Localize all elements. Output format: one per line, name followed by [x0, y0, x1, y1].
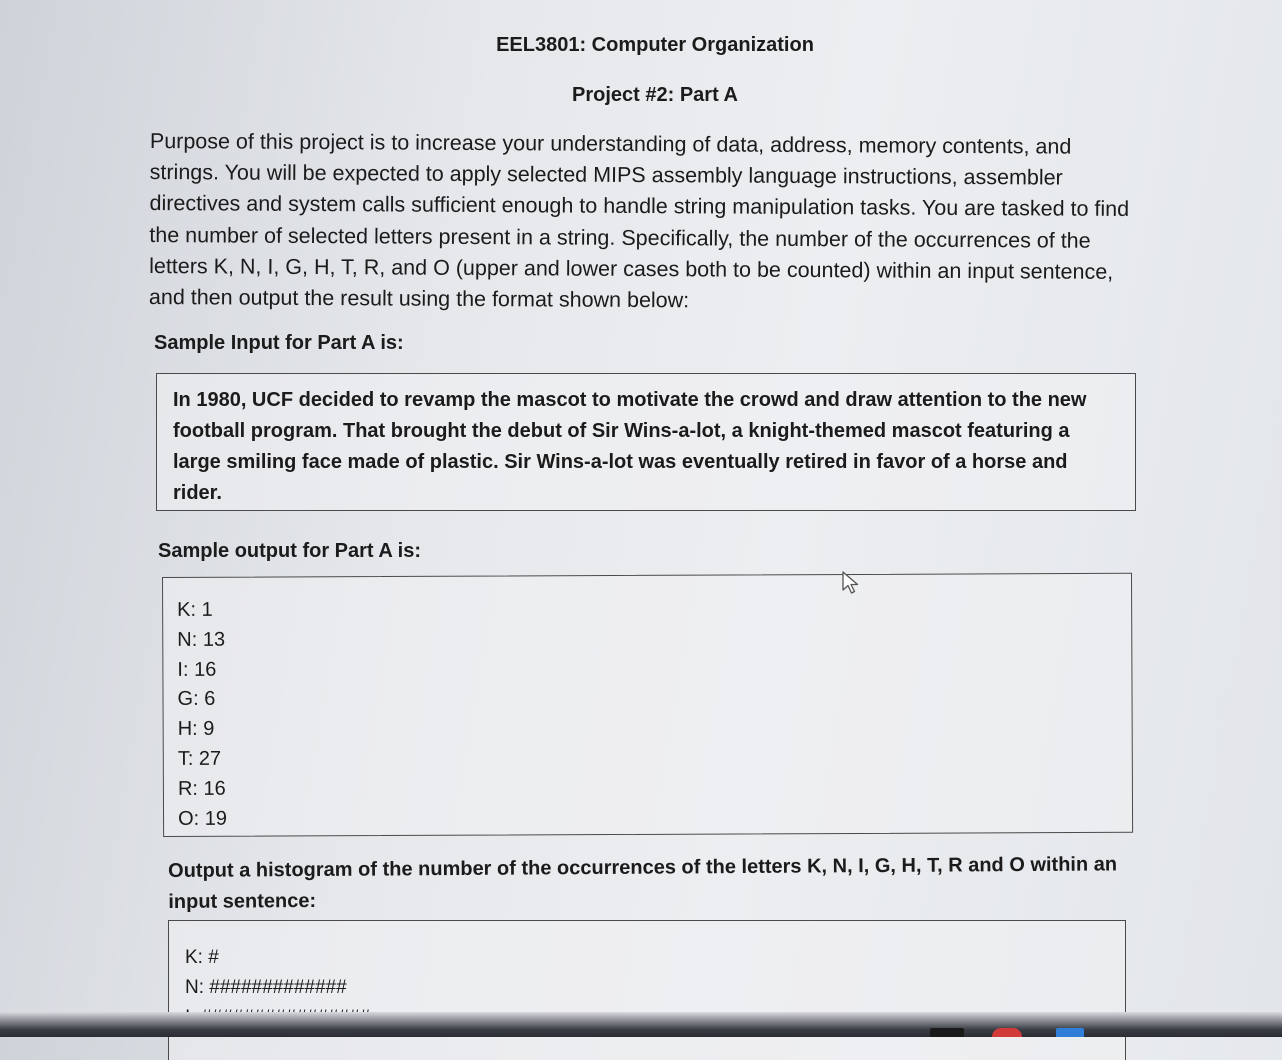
histogram-line-k: K: #: [185, 947, 219, 968]
histogram-intro-line: Output a histogram of the number of the occurrences of the letters K, N, I, G, H, T, R and O within an: [168, 853, 1118, 882]
count-line-r: R: 16: [177, 777, 226, 800]
sample-input-label: Sample Input for Part A is:: [154, 332, 404, 354]
count-line-n: N: 13: [177, 628, 226, 651]
histogram-box: [168, 920, 1126, 1060]
taskbar-app-icon[interactable]: [992, 1028, 1022, 1037]
purpose-line: and then output the result using the format shown below:: [148, 285, 690, 313]
count-line-k: K: 1: [177, 598, 213, 621]
count-line-i: I: 16: [177, 658, 217, 681]
purpose-paragraph: [149, 126, 1150, 319]
purpose-line: Purpose of this project is to increase your understanding of data, address, memory contents, and: [149, 128, 1072, 159]
sample-output-box: [162, 573, 1133, 837]
purpose-line: strings. You will be expected to apply selected MIPS assembly language instructions, assembler: [149, 160, 1063, 190]
purpose-line: directives and system calls sufficient enough to handle string manipulation tasks. You are tasked to find: [149, 191, 1130, 222]
project-title: Project #2: Part A: [572, 84, 738, 106]
histogram-line-n: N: #############: [185, 977, 347, 998]
sample-input-box: [156, 373, 1136, 511]
sample-input-line: football program. That brought the debut of Sir Wins-a-lot, a knight-themed mascot featuring a: [173, 420, 1070, 442]
histogram-intro-line: input sentence:: [168, 889, 317, 913]
taskbar-app-icon[interactable]: [930, 1028, 964, 1037]
sample-input-line: rider.: [173, 482, 222, 504]
purpose-line: letters K, N, I, G, H, T, R, and O (upper and lower cases both to be counted) within an input sentence,: [149, 253, 1114, 284]
sample-input-line: In 1980, UCF decided to revamp the mascot to motivate the crowd and draw attention to the new: [173, 389, 1087, 411]
count-line-h: H: 9: [177, 717, 215, 741]
count-line-t: T: 27: [177, 747, 222, 770]
count-line-o: O: 19: [178, 807, 228, 830]
count-line-g: G: 6: [177, 688, 216, 711]
sample-input-line: large smiling face made of plastic. Sir Wins-a-lot was eventually retired in favor of a horse and: [173, 451, 1068, 473]
taskbar: [0, 1012, 1282, 1037]
histogram-intro: [168, 849, 1128, 918]
course-title: EEL3801: Computer Organization: [496, 34, 814, 56]
mouse-pointer-icon: [840, 570, 862, 596]
sample-output-label: Sample output for Part A is:: [158, 540, 421, 562]
purpose-line: the number of selected letters present in a string. Specifically, the number of the occurrences of the: [149, 222, 1091, 253]
taskbar-app-icon[interactable]: [1056, 1028, 1084, 1037]
